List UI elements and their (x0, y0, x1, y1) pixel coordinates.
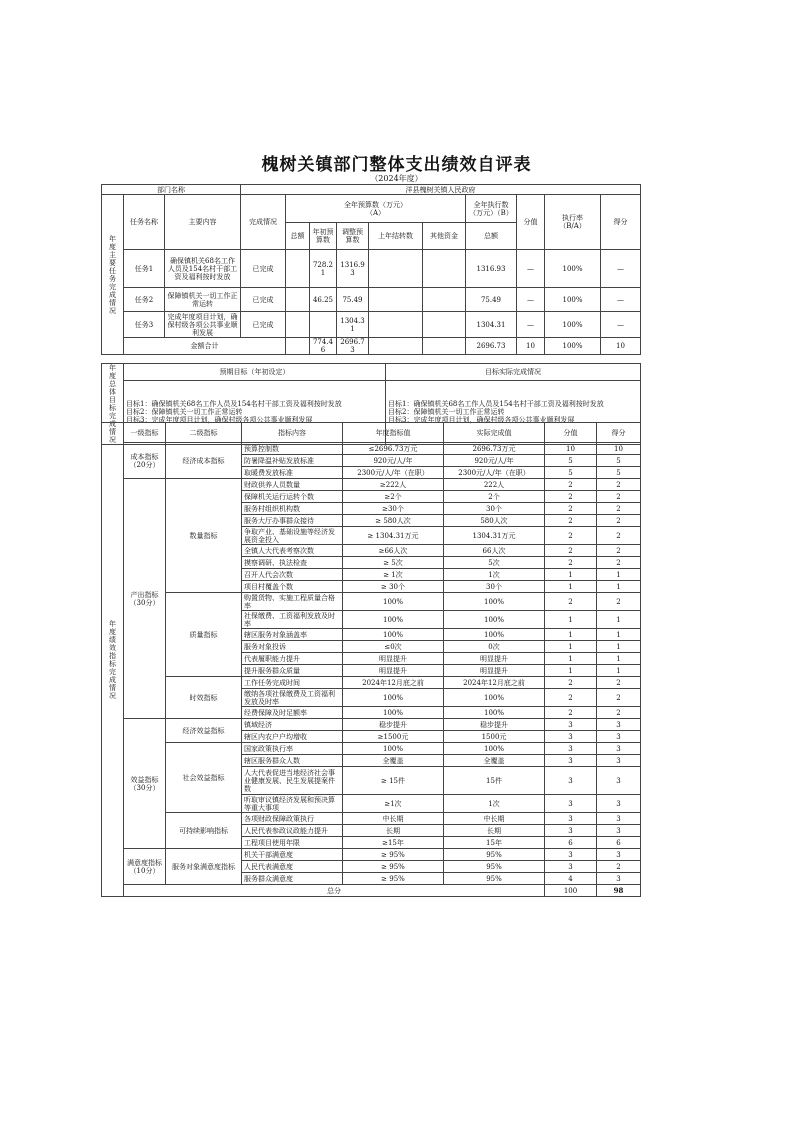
indicator-target: ≥15年 (343, 837, 444, 849)
indicator-actual: 66人次 (444, 545, 545, 557)
indicator-score: 3 (545, 795, 597, 813)
indicator-score: 2 (545, 479, 597, 491)
task-budget-total (286, 312, 310, 338)
budget-adjusted-header: 调整预算数 (337, 223, 369, 250)
task-rate: 100% (545, 250, 601, 288)
indicator-content: 辖区服务对象涵盖率 (242, 629, 343, 641)
sum-budget-initial: 774.46 (310, 338, 337, 355)
indicator-actual: 长期 (444, 825, 545, 837)
indicator-target: ≥2个 (343, 491, 444, 503)
task-score: — (517, 312, 545, 338)
indicator-score: 3 (545, 755, 597, 767)
task-budget-total (286, 288, 310, 312)
indicator-got: 2 (597, 861, 641, 873)
indicator-target: 长期 (343, 825, 444, 837)
task-row (102, 250, 641, 288)
indicator-score: 2 (545, 677, 597, 689)
indicator-score: 3 (545, 743, 597, 755)
score-value-header: 分值 (545, 423, 597, 443)
indicator-target: ≤2696.73万元 (343, 443, 444, 455)
task-budget-initial: 728.21 (310, 250, 337, 288)
indicator-actual: 100% (444, 707, 545, 719)
indicator-content: 社保缴费、工资福利发放及时率 (242, 611, 343, 629)
budget-total-header: 总额 (286, 223, 310, 250)
indicator-score: 2 (545, 503, 597, 515)
indicator-actual: 2300元/人/年（在职） (444, 467, 545, 479)
indicator-row (102, 719, 641, 731)
level1-output: 产出指标（30分） (124, 479, 166, 719)
indicator-score: 1 (545, 611, 597, 629)
indicator-got: 3 (597, 731, 641, 743)
planned-goals: 目标1：确保镇机关68名工作人员及154名村干部工资及福利按时发放 目标2：保障镇机关一切工作正常运转 目标3：完成年度项目计划，确保村级各项公共事业顺利发展 (124, 380, 386, 444)
indicator-content: 服务对象投诉 (242, 641, 343, 653)
indicator-content: 争取产业、基础设施等经济发展资金投入 (242, 527, 343, 545)
indicator-target: ≥1次 (343, 795, 444, 813)
indicator-got: 1 (597, 611, 641, 629)
indicator-got: 3 (597, 849, 641, 861)
sum-got: 10 (601, 338, 641, 355)
indicator-score: 2 (545, 689, 597, 707)
indicator-got: 10 (597, 443, 641, 455)
indicator-actual: 15年 (444, 837, 545, 849)
indicator-target: ≥ 1304.31万元 (343, 527, 444, 545)
indicator-actual: 100% (444, 689, 545, 707)
task-budget-adjusted: 1316.93 (337, 250, 369, 288)
indicator-actual: 95% (444, 873, 545, 885)
task-exec: 1304.31 (466, 312, 517, 338)
total-score-value: 100 (545, 885, 597, 897)
indicator-target: 稳步提升 (343, 719, 444, 731)
indicator-score: 3 (545, 731, 597, 743)
section-goals-label: 年度总体目标完成情况 (102, 364, 124, 445)
budget-initial-header: 年初预算数 (310, 223, 337, 250)
level2-quantity: 数量指标 (166, 479, 242, 593)
indicator-actual: 30个 (444, 503, 545, 515)
task-score: — (517, 288, 545, 312)
indicator-got: 1 (597, 641, 641, 653)
dept-name-value: 洋县槐树关镇人民政府 (241, 185, 641, 195)
task-budget-carryover (369, 312, 423, 338)
task-budget-carryover (369, 250, 423, 288)
task-exec: 1316.93 (466, 250, 517, 288)
indicator-content: 财政供养人员数量 (242, 479, 343, 491)
score-header: 得分 (601, 195, 641, 250)
task-budget-carryover (369, 288, 423, 312)
indicator-actual: 15件 (444, 767, 545, 795)
indicator-score: 4 (545, 873, 597, 885)
indicator-target: ≥1500元 (343, 731, 444, 743)
indicator-score: 3 (545, 825, 597, 837)
task-budget-initial (310, 312, 337, 338)
indicator-row (102, 849, 641, 861)
indicator-target: 2024年12月底之前 (343, 677, 444, 689)
task-table (101, 184, 641, 355)
indicator-target: 明显提升 (343, 665, 444, 677)
indicator-target: 明显提升 (343, 653, 444, 665)
indicator-got: 2 (597, 491, 641, 503)
indicator-content: 保障机关运行运转个数 (242, 491, 343, 503)
indicator-got: 3 (597, 767, 641, 795)
indicator-score: 3 (545, 767, 597, 795)
indicator-row (102, 743, 641, 755)
indicator-got: 2 (597, 557, 641, 569)
level2-quality: 质量指标 (166, 593, 242, 677)
indicator-target: ≥ 580人次 (343, 515, 444, 527)
indicator-actual: 1500元 (444, 731, 545, 743)
indicator-score: 3 (545, 861, 597, 873)
indicator-content: 提升服务群众质量 (242, 665, 343, 677)
indicator-actual: 稳步提升 (444, 719, 545, 731)
indicator-score: 10 (545, 443, 597, 455)
level1-satisfaction: 满意度指标（10分） (124, 849, 166, 885)
indicator-content: 服务大厅办事群众接待 (242, 515, 343, 527)
planned-goal-header: 预期目标（年初设定） (124, 364, 386, 381)
indicator-target: ≥222人 (343, 479, 444, 491)
indicator-score: 3 (545, 813, 597, 825)
indicator-content: 服务村组织机构数 (242, 503, 343, 515)
indicator-got: 3 (597, 813, 641, 825)
indicator-content: 人民代表参政议政能力提升 (242, 825, 343, 837)
indicator-score: 1 (545, 569, 597, 581)
indicator-actual: 中长期 (444, 813, 545, 825)
indicator-target: 全覆盖 (343, 755, 444, 767)
indicator-got: 3 (597, 825, 641, 837)
sum-budget-adjusted: 2696.73 (337, 338, 369, 355)
indicator-score: 6 (545, 837, 597, 849)
indicator-score: 3 (545, 719, 597, 731)
main-content-header: 主要内容 (165, 195, 241, 250)
indicator-content: 项目村覆盖个数 (242, 581, 343, 593)
indicator-content: 机关干部满意度 (242, 849, 343, 861)
task-budget-adjusted: 1304.31 (337, 312, 369, 338)
indicator-actual: 95% (444, 861, 545, 873)
exec-header: 全年执行数 （万元）（B） (466, 195, 517, 223)
indicator-target: 100% (343, 629, 444, 641)
indicator-content: 镇域经济 (242, 719, 343, 731)
indicator-score: 2 (545, 707, 597, 719)
actual-goals: 目标1：确保镇机关68名工作人员及154名村干部工资及福利按时发放 目标2：保障镇机关一切工作正常运转 目标3：完成年度项目计划，确保村级各项公共事业顺利发展 (386, 380, 641, 444)
indicator-content: 取暖费发放标准 (242, 467, 343, 479)
task-name: 任务1 (124, 250, 165, 288)
indicator-actual: 全覆盖 (444, 755, 545, 767)
indicator-got: 3 (597, 719, 641, 731)
indicator-content: 服务群众满意度 (242, 873, 343, 885)
task-budget-other (423, 312, 466, 338)
budget-other-header: 其他资金 (423, 223, 466, 250)
indicator-score: 1 (545, 641, 597, 653)
actual-goal-header: 目标实际完成情况 (386, 364, 641, 381)
indicator-actual: 明显提升 (444, 653, 545, 665)
task-budget-other (423, 288, 466, 312)
perf-table (101, 422, 641, 897)
level1-cost: 成本指标（20分） (124, 443, 166, 479)
indicator-actual: 明显提升 (444, 665, 545, 677)
indicator-actual: 100% (444, 629, 545, 641)
indicator-content: 经费保障及时足额率 (242, 707, 343, 719)
score-header: 得分 (597, 423, 641, 443)
indicator-target: ≥ 95% (343, 861, 444, 873)
indicator-content: 工程项目使用年限 (242, 837, 343, 849)
budget-header: 全年预算数（万元） （A） (286, 195, 466, 223)
indicator-got: 5 (597, 467, 641, 479)
indicator-content: 缴纳各项社保缴费及工资福利发放及时率 (242, 689, 343, 707)
level1-benefit: 效益指标（30分） (124, 719, 166, 849)
task-content: 完成年度项目计划，确保村级各项公共事业顺利发展 (165, 312, 241, 338)
indicator-score: 2 (545, 491, 597, 503)
indicator-content: 人大代表促进当地经济社会事业健康发展、民生发展提案件数 (242, 767, 343, 795)
indicator-got: 1 (597, 569, 641, 581)
indicator-got: 1 (597, 665, 641, 677)
indicator-got: 2 (597, 707, 641, 719)
indicator-content: 摸察调研、执法检查 (242, 557, 343, 569)
indicator-actual: 2024年12月底之前 (444, 677, 545, 689)
report-year: （2024年度） (370, 174, 423, 183)
indicator-content: 预算控制数 (242, 443, 343, 455)
indicator-content: 代表履职能力提升 (242, 653, 343, 665)
actual-header: 实际完成值 (444, 423, 545, 443)
indicator-actual: 920元/人/年 (444, 455, 545, 467)
indicator-content: 人民代表满意度 (242, 861, 343, 873)
task-exec: 75.49 (466, 288, 517, 312)
task-row (102, 288, 641, 312)
level2-service-satisfaction: 服务对象满意度指标 (166, 849, 242, 885)
indicator-score: 2 (545, 593, 597, 611)
indicator-content: 国家政策执行率 (242, 743, 343, 755)
task-rate: 100% (545, 288, 601, 312)
indicator-score: 2 (545, 527, 597, 545)
indicator-actual: 1次 (444, 795, 545, 813)
indicator-target: 100% (343, 707, 444, 719)
completion-header: 完成情况 (241, 195, 286, 250)
indicator-got: 1 (597, 629, 641, 641)
indicator-target: ≥ 30个 (343, 581, 444, 593)
indicator-score: 2 (545, 557, 597, 569)
indicator-row (102, 479, 641, 491)
indicator-got: 2 (597, 527, 641, 545)
level2-sustain: 可持续影响指标 (166, 813, 242, 849)
indicator-target: ≥ 95% (343, 849, 444, 861)
level1-header: 一级指标 (124, 423, 166, 443)
task-got: — (601, 312, 641, 338)
page-title: 槐树关镇部门整体支出绩效自评表 (261, 155, 532, 175)
indicator-score: 5 (545, 455, 597, 467)
task-name: 任务2 (124, 288, 165, 312)
indicator-got: 3 (597, 755, 641, 767)
indicator-content: 各项财政保障政策执行 (242, 813, 343, 825)
indicator-target: ≥66人次 (343, 545, 444, 557)
task-name: 任务3 (124, 312, 165, 338)
indicator-actual: 100% (444, 743, 545, 755)
task-budget-initial: 46.25 (310, 288, 337, 312)
indicator-actual: 30个 (444, 581, 545, 593)
indicator-score: 2 (545, 515, 597, 527)
indicator-target: 100% (343, 689, 444, 707)
indicator-target: 100% (343, 611, 444, 629)
indicator-actual: 2个 (444, 491, 545, 503)
exec-total-header: 总额 (466, 223, 517, 250)
sum-exec: 2696.73 (466, 338, 517, 355)
task-status: 已完成 (241, 288, 286, 312)
indicator-target: ≥ 15件 (343, 767, 444, 795)
task-got: — (601, 250, 641, 288)
task-content: 确保镇机关68名工作人员及154名村干部工资及福利按时发放 (165, 250, 241, 288)
indicator-got: 5 (597, 455, 641, 467)
indicator-header: 指标内容 (242, 423, 343, 443)
level2-econ-cost: 经济成本指标 (166, 443, 242, 479)
dept-name-label: 部门名称 (102, 185, 241, 195)
sum-budget-carryover (369, 338, 423, 355)
indicator-content: 防暑降温补贴发放标准 (242, 455, 343, 467)
task-budget-other (423, 250, 466, 288)
indicator-got: 2 (597, 515, 641, 527)
indicator-score: 3 (545, 849, 597, 861)
sum-budget-total (286, 338, 310, 355)
indicator-score: 1 (545, 629, 597, 641)
indicator-actual: 100% (444, 593, 545, 611)
indicator-target: 920元/人/年 (343, 455, 444, 467)
indicator-content: 全镇人大代表考察次数 (242, 545, 343, 557)
indicator-target: ≥ 5次 (343, 557, 444, 569)
indicator-got: 3 (597, 873, 641, 885)
target-header: 年度指标值 (343, 423, 444, 443)
task-score: — (517, 250, 545, 288)
indicator-actual: 0次 (444, 641, 545, 653)
task-rate: 100% (545, 312, 601, 338)
indicator-content: 购置货物、实施工程质量合格率 (242, 593, 343, 611)
sum-row (102, 338, 641, 355)
indicator-score: 5 (545, 467, 597, 479)
indicator-actual: 5次 (444, 557, 545, 569)
indicator-got: 3 (597, 743, 641, 755)
indicator-got: 6 (597, 837, 641, 849)
task-status: 已完成 (241, 312, 286, 338)
indicator-target: 中长期 (343, 813, 444, 825)
total-label: 总分 (124, 885, 545, 897)
task-name-header: 任务名称 (124, 195, 165, 250)
indicator-actual: 1次 (444, 569, 545, 581)
indicator-score: 2 (545, 545, 597, 557)
section-tasks-label: 年度主要任务完成情况 (102, 195, 124, 355)
indicator-got: 2 (597, 503, 641, 515)
indicator-got: 1 (597, 581, 641, 593)
indicator-got: 1 (597, 653, 641, 665)
indicator-actual: 1304.31万元 (444, 527, 545, 545)
indicator-score: 1 (545, 581, 597, 593)
indicator-actual: 222人 (444, 479, 545, 491)
indicator-row (102, 813, 641, 825)
level2-social-benefit: 社会效益指标 (166, 743, 242, 813)
budget-carryover-header: 上年结转数 (369, 223, 423, 250)
score-value-header: 分值 (517, 195, 545, 250)
indicator-score: 1 (545, 665, 597, 677)
indicator-got: 2 (597, 677, 641, 689)
task-row (102, 312, 641, 338)
indicator-actual: 95% (444, 849, 545, 861)
indicator-actual: 100% (444, 611, 545, 629)
level2-time: 时效指标 (166, 677, 242, 719)
sum-rate: 100% (545, 338, 601, 355)
indicator-target: ≥ 95% (343, 873, 444, 885)
indicator-content: 辖区服务群众人数 (242, 755, 343, 767)
indicator-got: 2 (597, 545, 641, 557)
indicator-target: ≥ 1次 (343, 569, 444, 581)
total-row (102, 885, 641, 897)
indicator-got: 2 (597, 479, 641, 491)
indicator-target: 100% (343, 743, 444, 755)
sum-budget-other (423, 338, 466, 355)
indicator-actual: 2696.73万元 (444, 443, 545, 455)
sum-score: 10 (517, 338, 545, 355)
indicator-got: 2 (597, 593, 641, 611)
indicator-target: ≤0次 (343, 641, 444, 653)
section-perf-label: 年度绩效指标完成情况 (102, 423, 124, 897)
indicator-content: 工作任务完成时间 (242, 677, 343, 689)
indicator-content: 召开人代会次数 (242, 569, 343, 581)
total-score: 98 (597, 885, 641, 897)
task-got: — (601, 288, 641, 312)
indicator-row (102, 677, 641, 689)
indicator-got: 2 (597, 689, 641, 707)
indicator-target: ≥30个 (343, 503, 444, 515)
indicator-row (102, 593, 641, 611)
indicator-target: 2300元/人/年（在职） (343, 467, 444, 479)
sum-label: 金额合计 (124, 338, 286, 355)
level2-header: 二级指标 (166, 423, 242, 443)
indicator-row (102, 443, 641, 455)
indicator-content: 辖区内农户户均增收 (242, 731, 343, 743)
indicator-actual: 580人次 (444, 515, 545, 527)
indicator-score: 1 (545, 653, 597, 665)
task-content: 保障镇机关一切工作正常运转 (165, 288, 241, 312)
exec-rate-header: 执行率 （B/A） (545, 195, 601, 250)
level2-econ-benefit: 经济效益指标 (166, 719, 242, 743)
indicator-content: 听取审议镇经济发展和预决算等重大事项 (242, 795, 343, 813)
task-budget-total (286, 250, 310, 288)
indicator-target: 100% (343, 593, 444, 611)
task-budget-adjusted: 75.49 (337, 288, 369, 312)
task-status: 已完成 (241, 250, 286, 288)
indicator-got: 3 (597, 795, 641, 813)
